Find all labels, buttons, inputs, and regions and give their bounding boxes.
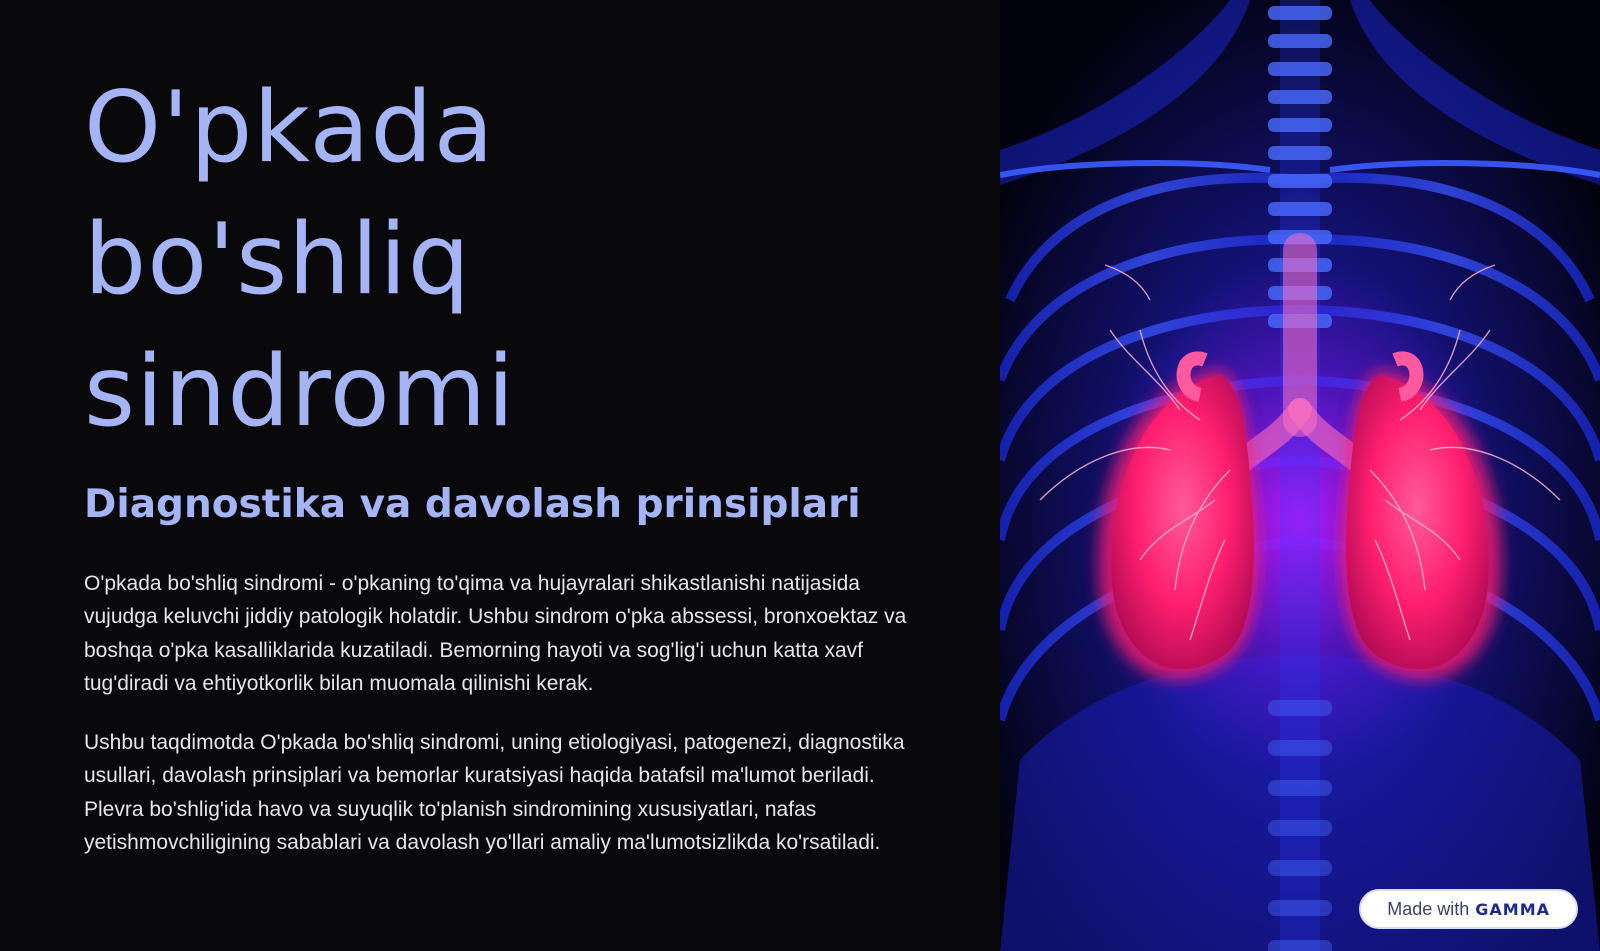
lungs-xray-image (1000, 0, 1600, 951)
made-with-gamma-badge[interactable] (1359, 889, 1578, 929)
gamma-logo: GAMMA (1475, 899, 1550, 919)
title-line-3: sindromi (84, 335, 516, 449)
slide-subtitle: Diagnostika va davolash prinsiplari (84, 482, 861, 527)
lungs-illustration (1000, 0, 1600, 951)
overview-paragraph: Ushbu taqdimotda O'pkada bo'shliq sindromi, uning etiologiyasi, patogenezi, diagnostika usullari, davolash prinsiplari va bemorlar kuratsiyasi haqida batafsil ma'lumot beriladi. Plevra bo'shlig'ida havo va suyuqlik to'planish sindromining xususiyatlari, nafas yetishmovchiligining sabablari va davolash yo'llari amaliy ma'lumotsizlikda ko'rsatiladi. (84, 731, 905, 855)
slide-title (84, 62, 904, 458)
intro-paragraph: O'pkada bo'shliq sindromi - o'pkaning to'qima va hujayralari shikastlanishi natijasida vujudga keluvchi jiddiy patologik holatdir. Ushbu sindrom o'pka abssessi, bronxoektaz va boshqa o'pka kasalliklarida kuzatiladi. Bemorning hayoti va sog'lig'i uchun katta xavf tug'diradi va ehtiyotkorlik bilan muomala qilinishi kerak. (84, 572, 907, 696)
title-line-1: O'pkada (84, 71, 495, 185)
title-line-2: bo'shliq (84, 203, 471, 317)
badge-prefix: Made with (1387, 898, 1470, 919)
